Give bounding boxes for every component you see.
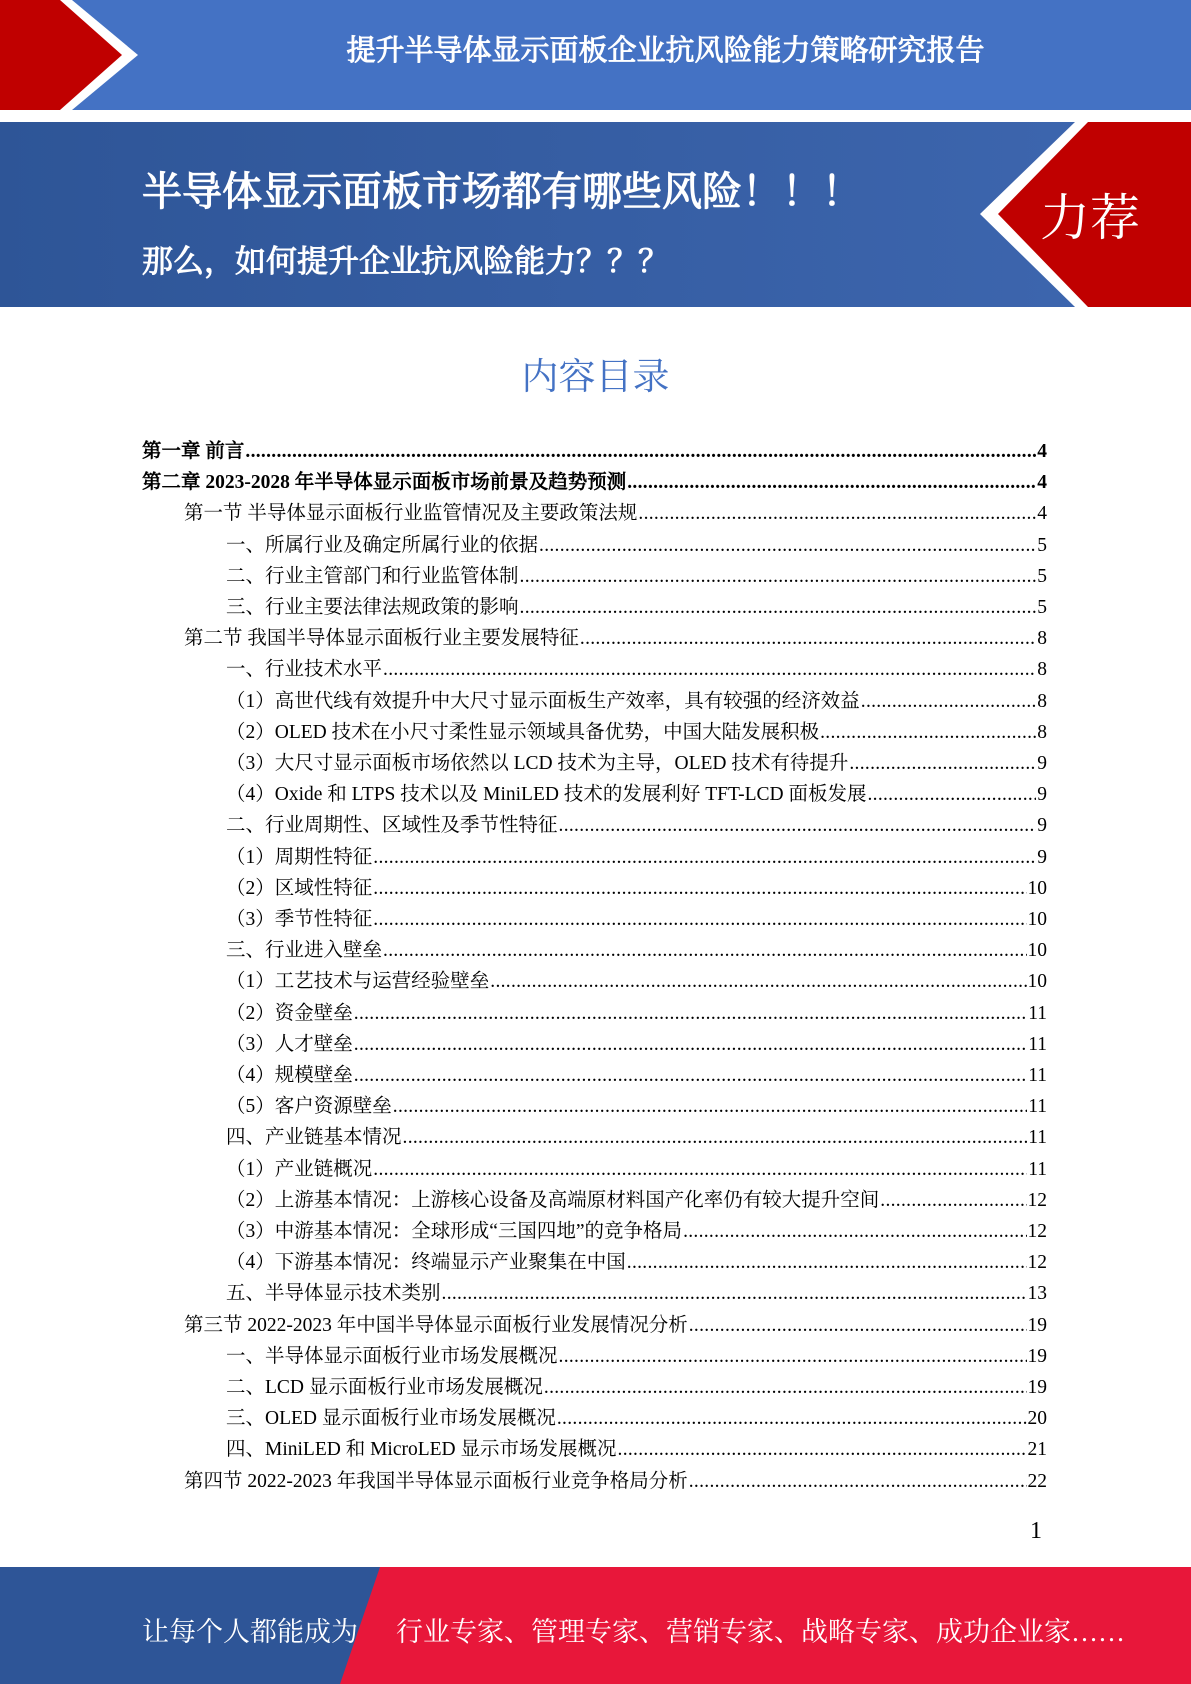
toc-entry[interactable] — [226, 998, 1047, 1029]
toc-entry-label: 四、MiniLED 和 MicroLED 显示市场发展概况 — [226, 1439, 617, 1460]
toc-entry-page: 13 — [1027, 1283, 1047, 1304]
toc-leader-dots — [683, 1216, 1026, 1247]
toc-entry-label: 第四节 2022-2023 年我国半导体显示面板行业竞争格局分析 — [184, 1471, 688, 1492]
toc-entry[interactable] — [226, 1341, 1047, 1372]
toc-entry-page: 11 — [1028, 1065, 1047, 1086]
toc-entry[interactable] — [226, 810, 1047, 841]
toc-leader-dots — [559, 1341, 1027, 1372]
toc-entry-label: 一、行业技术水平 — [226, 659, 383, 680]
toc-entry-label: 一、所属行业及确定所属行业的依据 — [226, 535, 539, 556]
toc-entry-label: 二、行业主管部门和行业监管体制 — [226, 566, 519, 587]
toc-entry-label: （2）OLED 技术在小尺寸柔性显示领域具备优势，中国大陆发展积极 — [226, 722, 820, 743]
toc-entry-label: 第二章 2023-2028 年半导体显示面板市场前景及趋势预测 — [142, 472, 627, 493]
toc-entry-page: 9 — [1037, 847, 1047, 868]
toc-leader-dots — [867, 779, 1036, 810]
toc-entry[interactable] — [226, 1060, 1047, 1091]
toc-leader-dots — [442, 1278, 1027, 1309]
page-number: 1 — [1030, 1518, 1042, 1544]
toc-entry-page: 19 — [1027, 1315, 1047, 1336]
toc-entry-page: 5 — [1037, 566, 1047, 587]
toc-entry[interactable] — [226, 1122, 1047, 1153]
toc-entry-page: 11 — [1028, 1096, 1047, 1117]
toc-entry[interactable] — [184, 1466, 1047, 1497]
toc-entry[interactable] — [226, 1434, 1047, 1465]
toc-entry-label: 一、半导体显示面板行业市场发展概况 — [226, 1346, 558, 1367]
toc-entry[interactable] — [226, 904, 1047, 935]
toc-entry-page: 21 — [1027, 1439, 1047, 1460]
headline-risk: 半导体显示面板市场都有哪些风险！！！ — [142, 169, 862, 215]
toc-entry-label: （2）区域性特征 — [226, 878, 373, 899]
toc-entry[interactable] — [226, 1372, 1047, 1403]
toc-leader-dots — [354, 998, 1027, 1029]
toc-leader-dots — [689, 1466, 1027, 1497]
toc-entry-page: 19 — [1027, 1346, 1047, 1367]
toc-leader-dots — [627, 1247, 1027, 1278]
toc-entry-page: 4 — [1037, 503, 1047, 524]
toc-entry[interactable] — [226, 842, 1047, 873]
toc-entry-label: 第三节 2022-2023 年中国半导体显示面板行业发展情况分析 — [184, 1315, 688, 1336]
toc-entry-label: 三、行业进入壁垒 — [226, 940, 383, 961]
toc-entry-label: 三、行业主要法律法规政策的影响 — [226, 597, 519, 618]
toc-leader-dots — [373, 842, 1036, 873]
toc-entry-page: 5 — [1037, 535, 1047, 556]
toc-entry-page: 12 — [1027, 1221, 1047, 1242]
toc-entry[interactable] — [184, 498, 1047, 529]
toc-entry-label: （3）季节性特征 — [226, 909, 373, 930]
toc-entry[interactable] — [226, 1185, 1047, 1216]
toc-entry[interactable] — [226, 935, 1047, 966]
toc-leader-dots — [820, 717, 1036, 748]
toc-leader-dots — [539, 530, 1036, 561]
toc-leader-dots — [627, 467, 1036, 498]
toc-entry-label: （3）中游基本情况：全球形成“三国四地”的竞争格局 — [226, 1221, 683, 1242]
toc-entry-page: 9 — [1037, 753, 1047, 774]
toc-entry-page: 9 — [1037, 784, 1047, 805]
footer-slogan-left: 让每个人都能成为 — [142, 1617, 358, 1647]
toc-entry-page: 5 — [1037, 597, 1047, 618]
toc-heading: 内容目录 — [521, 357, 670, 398]
toc-entry[interactable] — [226, 1154, 1047, 1185]
toc-entry-label: 二、LCD 显示面板行业市场发展概况 — [226, 1377, 543, 1398]
toc-entry-page: 10 — [1027, 909, 1047, 930]
toc-entry-label: （2）上游基本情况：上游核心设备及高端原材料国产化率仍有较大提升空间 — [226, 1190, 880, 1211]
toc-entry-page: 11 — [1028, 1127, 1047, 1148]
toc-entry-label: 三、OLED 显示面板行业市场发展概况 — [226, 1408, 556, 1429]
toc-entry[interactable] — [226, 1403, 1047, 1434]
toc-entry[interactable] — [226, 686, 1047, 717]
toc-entry[interactable] — [226, 1091, 1047, 1122]
toc-entry-page: 8 — [1037, 691, 1047, 712]
toc-entry[interactable] — [226, 779, 1047, 810]
toc-entry-label: （1）工艺技术与运营经验壁垒 — [226, 971, 490, 992]
recommend-badge: 力荐 — [1040, 190, 1140, 246]
toc-entry[interactable] — [226, 592, 1047, 623]
toc-entry-label: （5）客户资源壁垒 — [226, 1096, 392, 1117]
toc-entry-label: 五、半导体显示技术类别 — [226, 1283, 441, 1304]
toc-entry[interactable] — [226, 748, 1047, 779]
toc-entry-page: 10 — [1027, 971, 1047, 992]
toc-entry-label: （4）下游基本情况：终端显示产业聚集在中国 — [226, 1252, 626, 1273]
toc-leader-dots — [393, 1091, 1027, 1122]
toc-entry-label: （1）周期性特征 — [226, 847, 373, 868]
toc-entry-page: 8 — [1037, 722, 1047, 743]
toc-entry[interactable] — [184, 1310, 1047, 1341]
toc-entry-label: 第一章 前言 — [142, 441, 245, 462]
toc-leader-dots — [354, 1029, 1027, 1060]
toc-leader-dots — [618, 1434, 1027, 1465]
toc-entry[interactable] — [226, 561, 1047, 592]
footer-slogan-right: 行业专家、管理专家、营销专家、战略专家、成功企业家…… — [396, 1617, 1125, 1647]
toc-entry-label: （4）Oxide 和 LTPS 技术以及 MiniLED 技术的发展利好 TFT-LCD 面板发展 — [226, 784, 867, 805]
toc-entry-page: 12 — [1027, 1252, 1047, 1273]
toc-entry-page: 8 — [1037, 659, 1047, 680]
toc-leader-dots — [520, 561, 1037, 592]
toc-leader-dots — [689, 1310, 1027, 1341]
toc-entry-label: （3）大尺寸显示面板市场依然以 LCD 技术为主导，OLED 技术有待提升 — [226, 753, 849, 774]
toc-entry-label: 第一节 半导体显示面板行业监管情况及主要政策法规 — [184, 503, 638, 524]
toc-entry-label: （3）人才壁垒 — [226, 1034, 353, 1055]
toc-leader-dots — [861, 686, 1036, 717]
toc-entry-page: 10 — [1027, 878, 1047, 899]
toc-leader-dots — [544, 1372, 1027, 1403]
toc-entry[interactable] — [226, 530, 1047, 561]
toc-leader-dots — [638, 498, 1036, 529]
toc-leader-dots — [403, 1122, 1028, 1153]
toc-entry-page: 22 — [1027, 1471, 1047, 1492]
toc-entry[interactable] — [226, 966, 1047, 997]
toc-entry-page: 11 — [1028, 1159, 1047, 1180]
toc-leader-dots — [557, 1403, 1027, 1434]
toc-entry[interactable] — [226, 1278, 1047, 1309]
toc-entry[interactable] — [226, 1216, 1047, 1247]
toc-entry-page: 11 — [1028, 1003, 1047, 1024]
toc-entry-label: （1）高世代线有效提升中大尺寸显示面板生产效率，具有较强的经济效益 — [226, 691, 860, 712]
toc-entry-label: 第二节 我国半导体显示面板行业主要发展特征 — [184, 628, 579, 649]
toc-entry[interactable] — [226, 654, 1047, 685]
toc-entry-label: （4）规模壁垒 — [226, 1065, 353, 1086]
toc-leader-dots — [383, 935, 1026, 966]
toc-entry-page: 4 — [1037, 441, 1047, 462]
toc-leader-dots — [373, 904, 1026, 935]
toc-leader-dots — [559, 810, 1037, 841]
toc-entry-label: 二、行业周期性、区域性及季节性特征 — [226, 815, 558, 836]
toc-entry[interactable] — [142, 467, 1047, 498]
toc-entry[interactable] — [226, 873, 1047, 904]
toc-leader-dots — [245, 436, 1036, 467]
toc-entry-page: 20 — [1027, 1408, 1047, 1429]
report-title: 提升半导体显示面板企业抗风险能力策略研究报告 — [346, 33, 985, 67]
toc-entry-page: 9 — [1037, 815, 1047, 836]
toc-entry[interactable] — [142, 436, 1047, 467]
toc-entry[interactable] — [226, 1247, 1047, 1278]
toc-entry-label: （2）资金壁垒 — [226, 1003, 353, 1024]
toc-entry-page: 8 — [1037, 628, 1047, 649]
toc-leader-dots — [580, 623, 1036, 654]
toc-entry-page: 4 — [1037, 472, 1047, 493]
toc-entry[interactable] — [184, 623, 1047, 654]
toc-leader-dots — [354, 1060, 1027, 1091]
toc-leader-dots — [849, 748, 1036, 779]
toc-entry-page: 10 — [1027, 940, 1047, 961]
headline-question: 那么，如何提升企业抗风险能力？？？ — [142, 244, 669, 280]
toc-entry-page: 12 — [1027, 1190, 1047, 1211]
toc-leader-dots — [490, 966, 1026, 997]
top-red-chevron — [0, 0, 160, 110]
toc-leader-dots — [373, 873, 1026, 904]
toc-entry-page: 19 — [1027, 1377, 1047, 1398]
toc-leader-dots — [880, 1185, 1026, 1216]
toc-entry[interactable] — [226, 717, 1047, 748]
toc-entry-label: （1）产业链概况 — [226, 1159, 373, 1180]
toc-leader-dots — [383, 654, 1036, 685]
toc-entry-page: 11 — [1028, 1034, 1047, 1055]
toc-leader-dots — [373, 1154, 1027, 1185]
toc-entry[interactable] — [226, 1029, 1047, 1060]
toc-entry-label: 四、产业链基本情况 — [226, 1127, 402, 1148]
toc-leader-dots — [520, 592, 1037, 623]
